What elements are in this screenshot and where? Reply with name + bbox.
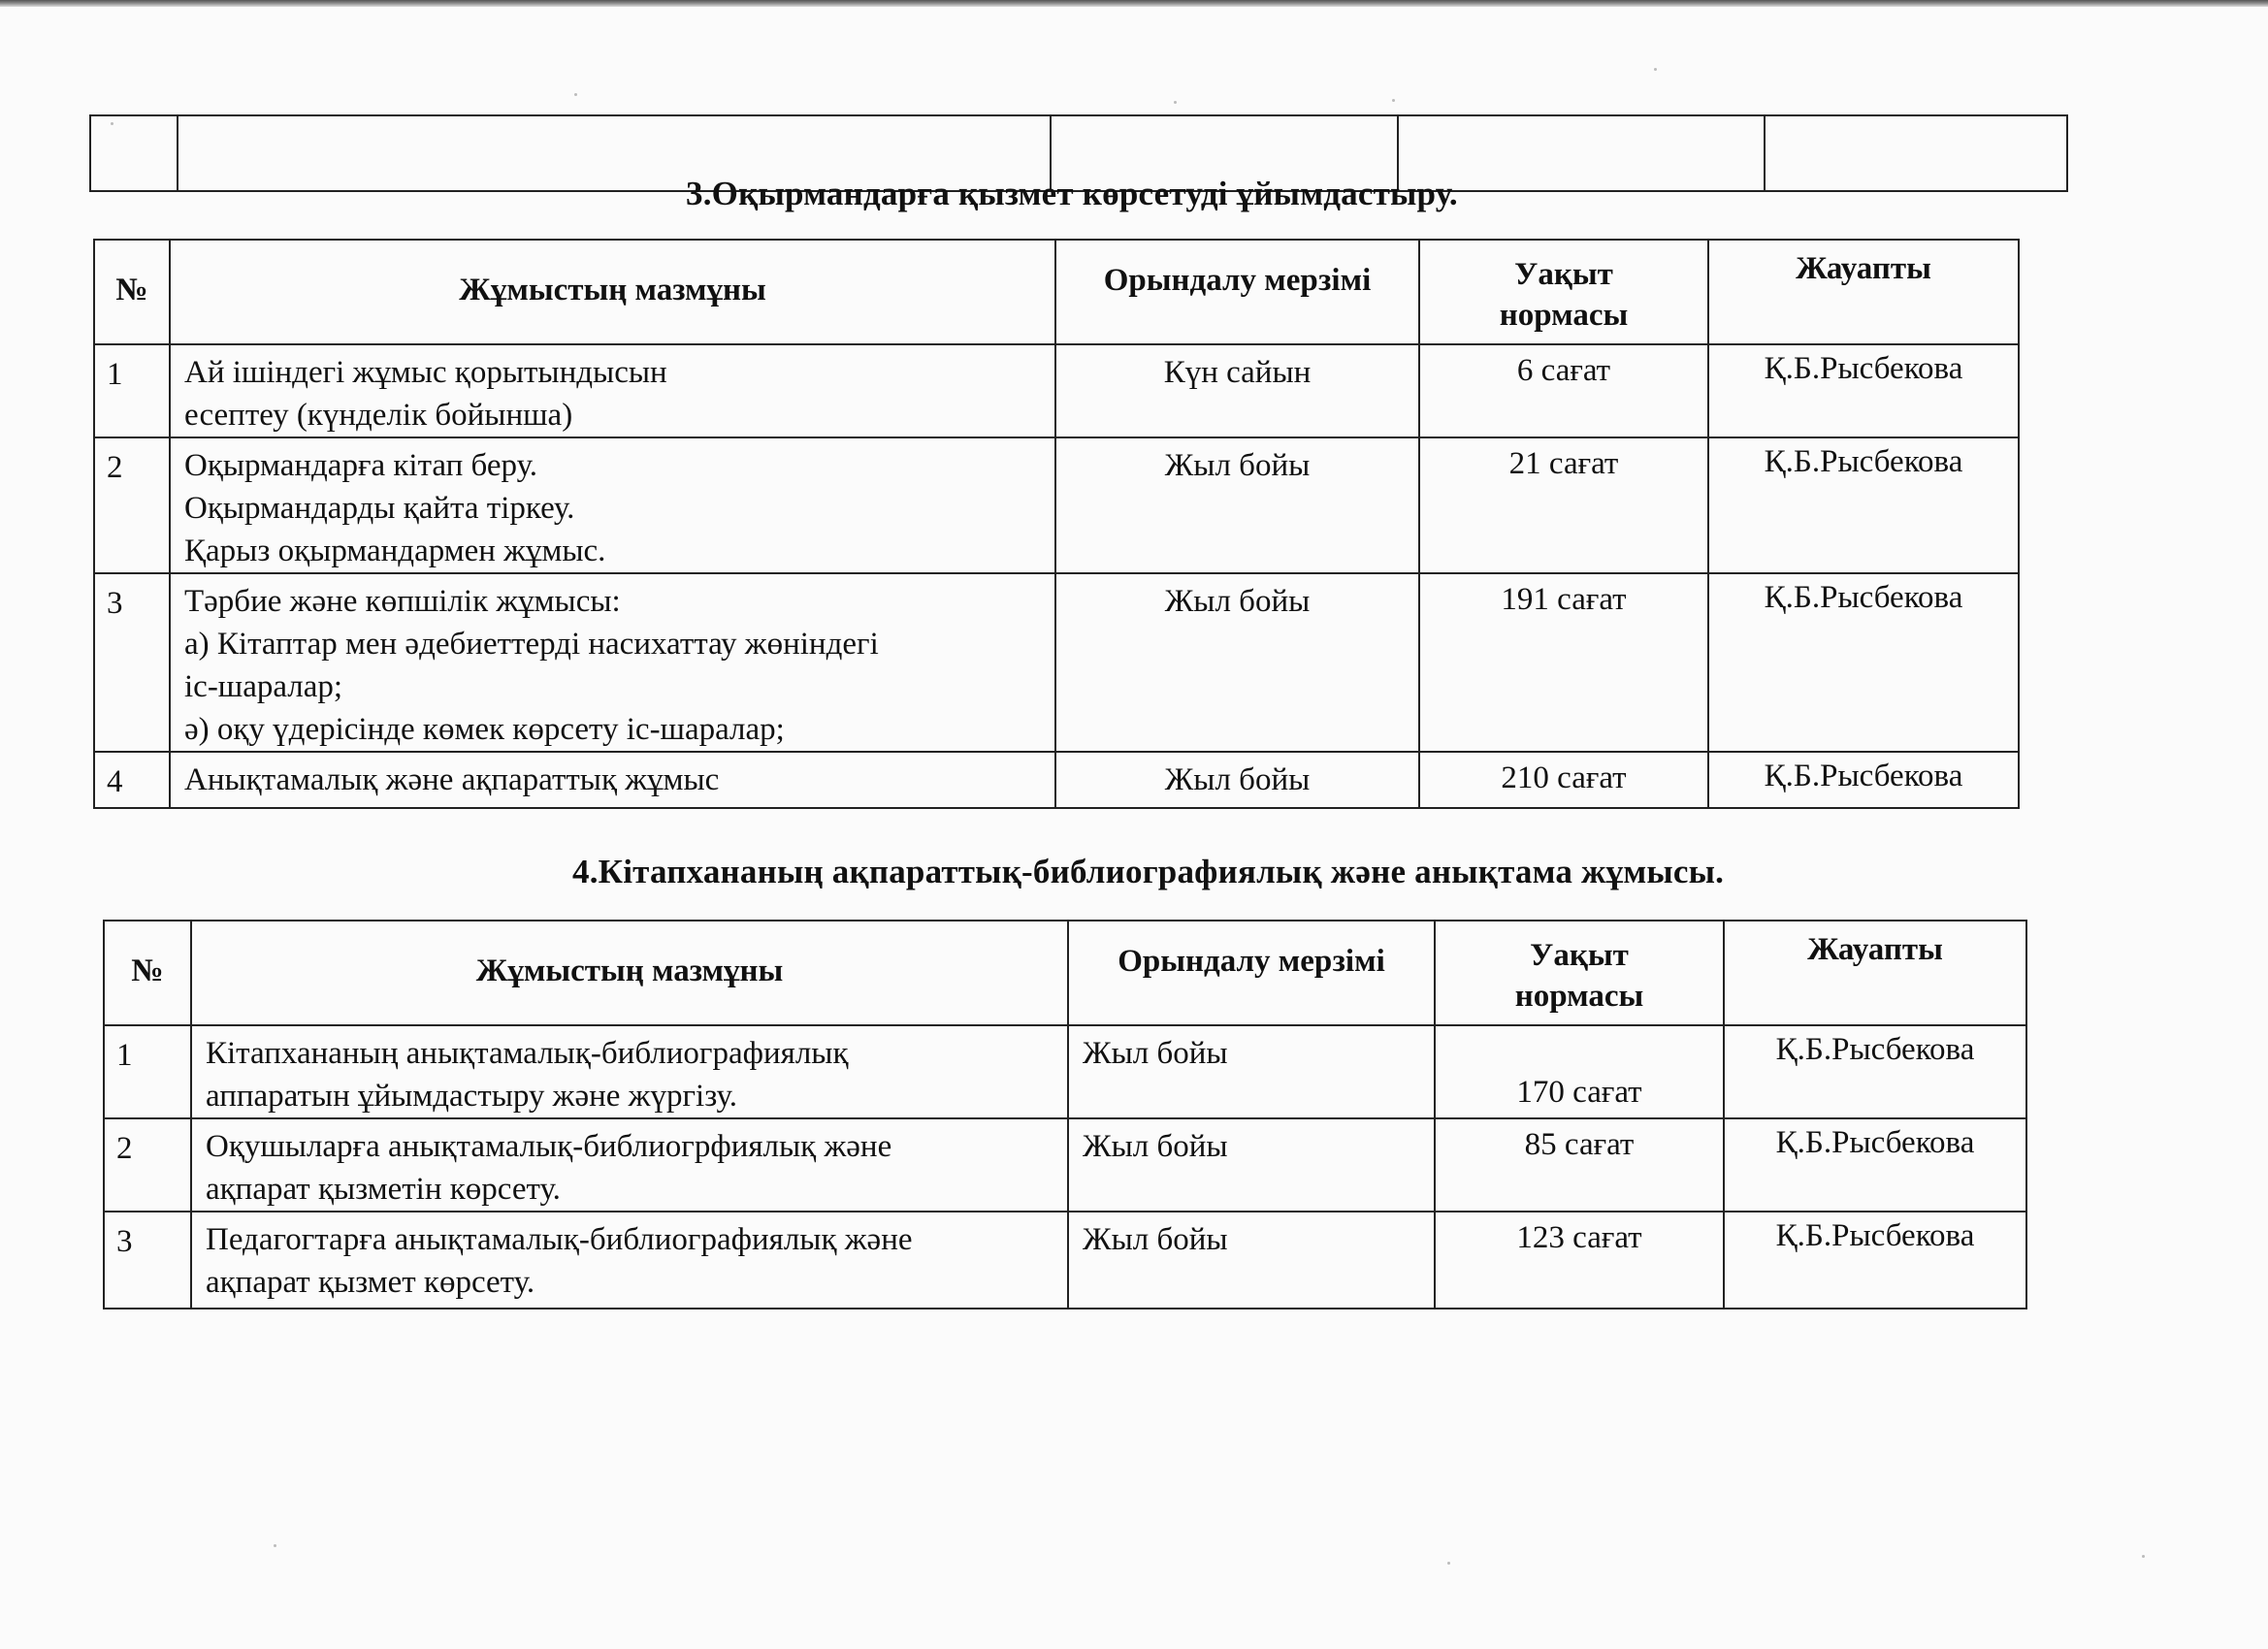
header-content: Жұмыстың мазмұны: [170, 240, 1055, 344]
content-line: Педагогтарға анықтамалық-библиографиялық және: [206, 1222, 913, 1257]
content-line: есептеу (күнделік бойынша): [184, 398, 573, 433]
header-row: [104, 921, 2026, 1025]
scan-speck: [274, 1544, 276, 1547]
content-line: Қарыз оқырмандармен жұмыс.: [184, 534, 606, 568]
content-line: Оқырмандарға кітап беру.: [184, 448, 538, 483]
row-term: Жыл бойы: [1055, 573, 1419, 752]
table-row: [104, 1212, 2026, 1309]
row-responsible: Қ.Б.Рысбекова: [1708, 752, 2019, 808]
scan-top-edge: [0, 0, 2268, 7]
header-hours-line2: нормасы: [1499, 298, 1629, 333]
header-responsible: Жауапты: [1708, 240, 2019, 344]
content-line: Анықтамалық және ақпараттық жұмыс: [184, 762, 720, 797]
row-responsible: Қ.Б.Рысбекова: [1724, 1212, 2026, 1309]
row-term: Жыл бойы: [1068, 1212, 1435, 1309]
row-hours: 85 сағат: [1435, 1118, 1724, 1212]
scan-speck: [1654, 68, 1657, 71]
content-line: Оқушыларға анықтамалық-библиогрфиялық және: [206, 1129, 892, 1164]
table-row: [104, 1118, 2026, 1212]
row-term: Жыл бойы: [1068, 1025, 1435, 1118]
row-term: Жыл бойы: [1055, 437, 1419, 573]
content-line: ақпарат қызмет көрсету.: [206, 1265, 535, 1300]
row-content: [191, 1118, 1068, 1212]
content-line: ә) оқу үдерісінде көмек көрсету іс-шаралар;: [184, 712, 785, 747]
table-row: [94, 752, 2019, 808]
row-responsible: Қ.Б.Рысбекова: [1708, 437, 2019, 573]
content-line: Кітапхананың анықтамалық-библиографиялық: [206, 1036, 849, 1071]
scan-speck: [574, 93, 577, 96]
scan-speck: [1447, 1562, 1450, 1565]
row-responsible: Қ.Б.Рысбекова: [1724, 1118, 2026, 1212]
header-content: Жұмыстың мазмұны: [191, 921, 1068, 1025]
header-hours-line2: нормасы: [1514, 979, 1644, 1014]
row-hours: 21 сағат: [1419, 437, 1708, 573]
header-hours-line1: Уақыт: [1530, 938, 1629, 973]
empty-cell: [1765, 115, 2067, 191]
row-responsible: Қ.Б.Рысбекова: [1708, 573, 2019, 752]
content-line: іс-шаралар;: [184, 669, 343, 704]
row-term: Жыл бойы: [1055, 752, 1419, 808]
row-hours: 210 сағат: [1419, 752, 1708, 808]
section-4-table: [103, 920, 2027, 1310]
table-row: [94, 344, 2019, 437]
header-hours-line1: Уақыт: [1514, 257, 1613, 292]
row-hours: 123 сағат: [1435, 1212, 1724, 1309]
row-content: [170, 752, 1055, 808]
scan-speck: [1392, 99, 1395, 102]
content-line: Ай ішіндегі жұмыс қорытындысын: [184, 355, 667, 390]
header-hours: [1435, 921, 1724, 1025]
table-row: [94, 573, 2019, 752]
row-hours: 6 сағат: [1419, 344, 1708, 437]
row-responsible: Қ.Б.Рысбекова: [1708, 344, 2019, 437]
table-row: [104, 1025, 2026, 1118]
row-num: 1: [104, 1025, 191, 1118]
content-line: аппаратын ұйымдастыру және жүргізу.: [206, 1079, 737, 1114]
row-content: [170, 437, 1055, 573]
row-num: 4: [94, 752, 170, 808]
header-term: Орындалу мерзімі: [1068, 921, 1435, 1025]
scan-speck: [2142, 1555, 2145, 1558]
section-3-title: 3.Оқырмандарға қызмет көрсетуді ұйымдастыру.: [686, 175, 1458, 212]
row-num: 3: [94, 573, 170, 752]
section-3-table: [93, 239, 2020, 809]
row-content: [191, 1212, 1068, 1309]
content-line: Оқырмандарды қайта тіркеу.: [184, 491, 575, 526]
content-line: а) Кітаптар мен әдебиеттерді насихаттау жөніндегі: [184, 627, 879, 662]
header-num: №: [104, 921, 191, 1025]
scan-speck: [1174, 101, 1177, 104]
header-hours: [1419, 240, 1708, 344]
row-hours: 170 сағат: [1435, 1025, 1724, 1118]
row-num: 2: [104, 1118, 191, 1212]
section-4-title: 4.Кітапхананың ақпараттық-библиографиялық және анықтама жұмысы.: [572, 853, 1725, 890]
header-row: [94, 240, 2019, 344]
row-term: Жыл бойы: [1068, 1118, 1435, 1212]
row-num: 1: [94, 344, 170, 437]
row-hours: 191 сағат: [1419, 573, 1708, 752]
row-content: [170, 573, 1055, 752]
row-responsible: Қ.Б.Рысбекова: [1724, 1025, 2026, 1118]
row-term: Күн сайын: [1055, 344, 1419, 437]
header-term: Орындалу мерзімі: [1055, 240, 1419, 344]
table-row: [94, 437, 2019, 573]
empty-cell: [90, 115, 178, 191]
row-content: [191, 1025, 1068, 1118]
header-num: №: [94, 240, 170, 344]
row-num: 2: [94, 437, 170, 573]
content-line: ақпарат қызметін көрсету.: [206, 1172, 561, 1207]
header-responsible: Жауапты: [1724, 921, 2026, 1025]
row-num: 3: [104, 1212, 191, 1309]
content-line: Тәрбие және көпшілік жұмысы:: [184, 584, 621, 619]
row-content: [170, 344, 1055, 437]
